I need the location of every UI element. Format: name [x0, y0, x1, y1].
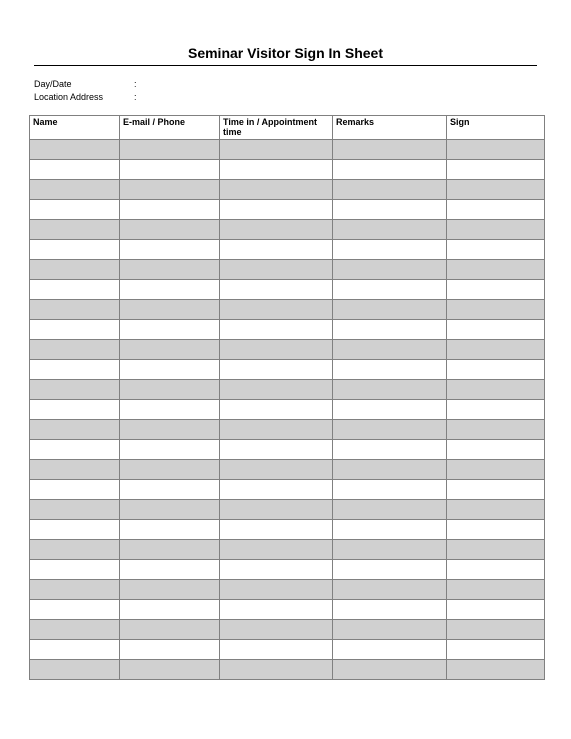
cell-sign[interactable]	[447, 620, 545, 640]
cell-sign[interactable]	[447, 440, 545, 460]
cell-name[interactable]	[30, 640, 120, 660]
cell-time-in[interactable]	[220, 580, 333, 600]
cell-email-phone[interactable]	[120, 280, 220, 300]
cell-time-in[interactable]	[220, 560, 333, 580]
cell-email-phone[interactable]	[120, 140, 220, 160]
cell-time-in[interactable]	[220, 240, 333, 260]
cell-remarks[interactable]	[333, 400, 447, 420]
cell-remarks[interactable]	[333, 440, 447, 460]
cell-email-phone[interactable]	[120, 580, 220, 600]
cell-remarks[interactable]	[333, 540, 447, 560]
cell-sign[interactable]	[447, 360, 545, 380]
cell-time-in[interactable]	[220, 540, 333, 560]
cell-sign[interactable]	[447, 200, 545, 220]
table-row	[30, 300, 545, 320]
cell-name[interactable]	[30, 600, 120, 620]
table-row	[30, 280, 545, 300]
cell-time-in[interactable]	[220, 420, 333, 440]
cell-name[interactable]	[30, 320, 120, 340]
cell-email-phone[interactable]	[120, 320, 220, 340]
column-header-email-phone: E-mail / Phone	[120, 116, 220, 140]
cell-email-phone[interactable]	[120, 340, 220, 360]
cell-time-in[interactable]	[220, 180, 333, 200]
cell-sign[interactable]	[447, 540, 545, 560]
cell-remarks[interactable]	[333, 360, 447, 380]
cell-email-phone[interactable]	[120, 300, 220, 320]
location-address-separator: :	[134, 92, 137, 102]
cell-sign[interactable]	[447, 280, 545, 300]
cell-name[interactable]	[30, 420, 120, 440]
cell-email-phone[interactable]	[120, 440, 220, 460]
cell-remarks[interactable]	[333, 240, 447, 260]
cell-sign[interactable]	[447, 500, 545, 520]
column-header-sign: Sign	[447, 116, 545, 140]
cell-name[interactable]	[30, 560, 120, 580]
table-row	[30, 420, 545, 440]
cell-name[interactable]	[30, 240, 120, 260]
day-date-label: Day/Date	[34, 79, 72, 89]
cell-remarks[interactable]	[333, 280, 447, 300]
cell-name[interactable]	[30, 160, 120, 180]
table-row	[30, 160, 545, 180]
cell-name[interactable]	[30, 140, 120, 160]
table-row	[30, 560, 545, 580]
cell-email-phone[interactable]	[120, 480, 220, 500]
cell-time-in[interactable]	[220, 320, 333, 340]
cell-time-in[interactable]	[220, 200, 333, 220]
cell-email-phone[interactable]	[120, 620, 220, 640]
cell-name[interactable]	[30, 220, 120, 240]
cell-remarks[interactable]	[333, 340, 447, 360]
cell-time-in[interactable]	[220, 220, 333, 240]
cell-sign[interactable]	[447, 180, 545, 200]
sign-in-table	[29, 115, 545, 680]
cell-email-phone[interactable]	[120, 420, 220, 440]
location-address-label: Location Address	[34, 92, 104, 102]
cell-time-in[interactable]	[220, 260, 333, 280]
title-divider	[34, 65, 537, 66]
table-row	[30, 400, 545, 420]
table-row	[30, 380, 545, 400]
table-row	[30, 260, 545, 280]
cell-remarks[interactable]	[333, 600, 447, 620]
cell-sign[interactable]	[447, 580, 545, 600]
cell-time-in[interactable]	[220, 160, 333, 180]
cell-email-phone[interactable]	[120, 520, 220, 540]
cell-email-phone[interactable]	[120, 360, 220, 380]
cell-time-in[interactable]	[220, 520, 333, 540]
table-body	[30, 140, 545, 680]
cell-sign[interactable]	[447, 220, 545, 240]
cell-email-phone[interactable]	[120, 200, 220, 220]
table-row	[30, 580, 545, 600]
cell-sign[interactable]	[447, 560, 545, 580]
cell-sign[interactable]	[447, 140, 545, 160]
cell-sign[interactable]	[447, 600, 545, 620]
table-row	[30, 180, 545, 200]
cell-name[interactable]	[30, 660, 120, 680]
cell-email-phone[interactable]	[120, 260, 220, 280]
cell-time-in[interactable]	[220, 340, 333, 360]
cell-time-in[interactable]	[220, 280, 333, 300]
cell-email-phone[interactable]	[120, 600, 220, 620]
table-row	[30, 480, 545, 500]
cell-name[interactable]	[30, 280, 120, 300]
cell-name[interactable]	[30, 620, 120, 640]
cell-remarks[interactable]	[333, 200, 447, 220]
table-row	[30, 620, 545, 640]
table-header-row	[30, 116, 545, 140]
location-address-field	[34, 91, 137, 103]
cell-sign[interactable]	[447, 460, 545, 480]
table-row	[30, 140, 545, 160]
day-date-field	[34, 78, 137, 90]
cell-email-phone[interactable]	[120, 460, 220, 480]
cell-name[interactable]	[30, 480, 120, 500]
cell-name[interactable]	[30, 340, 120, 360]
cell-name[interactable]	[30, 200, 120, 220]
cell-time-in[interactable]	[220, 440, 333, 460]
cell-remarks[interactable]	[333, 480, 447, 500]
cell-sign[interactable]	[447, 420, 545, 440]
cell-sign[interactable]	[447, 160, 545, 180]
cell-email-phone[interactable]	[120, 180, 220, 200]
cell-name[interactable]	[30, 500, 120, 520]
column-header-remarks: Remarks	[333, 116, 447, 140]
cell-sign[interactable]	[447, 660, 545, 680]
table-row	[30, 220, 545, 240]
cell-email-phone[interactable]	[120, 220, 220, 240]
cell-email-phone[interactable]	[120, 240, 220, 260]
cell-remarks[interactable]	[333, 380, 447, 400]
table-row	[30, 440, 545, 460]
column-header-time-in: Time in / Appointment time	[220, 116, 333, 140]
table-row	[30, 360, 545, 380]
cell-name[interactable]	[30, 300, 120, 320]
table-row	[30, 640, 545, 660]
cell-email-phone[interactable]	[120, 160, 220, 180]
cell-remarks[interactable]	[333, 320, 447, 340]
cell-sign[interactable]	[447, 480, 545, 500]
table-row	[30, 200, 545, 220]
cell-sign[interactable]	[447, 640, 545, 660]
cell-time-in[interactable]	[220, 400, 333, 420]
table-row	[30, 340, 545, 360]
table-row	[30, 600, 545, 620]
cell-email-phone[interactable]	[120, 400, 220, 420]
cell-time-in[interactable]	[220, 460, 333, 480]
cell-time-in[interactable]	[220, 360, 333, 380]
cell-time-in[interactable]	[220, 620, 333, 640]
cell-sign[interactable]	[447, 260, 545, 280]
cell-email-phone[interactable]	[120, 380, 220, 400]
cell-remarks[interactable]	[333, 560, 447, 580]
cell-remarks[interactable]	[333, 500, 447, 520]
cell-email-phone[interactable]	[120, 540, 220, 560]
cell-email-phone[interactable]	[120, 640, 220, 660]
cell-name[interactable]	[30, 540, 120, 560]
cell-name[interactable]	[30, 460, 120, 480]
day-date-separator: :	[134, 79, 137, 89]
cell-sign[interactable]	[447, 400, 545, 420]
cell-remarks[interactable]	[333, 520, 447, 540]
table-row	[30, 460, 545, 480]
column-header-name: Name	[30, 116, 120, 140]
table-row	[30, 500, 545, 520]
cell-time-in[interactable]	[220, 380, 333, 400]
cell-time-in[interactable]	[220, 500, 333, 520]
cell-time-in[interactable]	[220, 660, 333, 680]
cell-email-phone[interactable]	[120, 660, 220, 680]
cell-sign[interactable]	[447, 300, 545, 320]
table-row	[30, 660, 545, 680]
cell-name[interactable]	[30, 400, 120, 420]
cell-remarks[interactable]	[333, 420, 447, 440]
cell-time-in[interactable]	[220, 140, 333, 160]
cell-email-phone[interactable]	[120, 560, 220, 580]
cell-remarks[interactable]	[333, 460, 447, 480]
cell-time-in[interactable]	[220, 600, 333, 620]
cell-remarks[interactable]	[333, 640, 447, 660]
cell-remarks[interactable]	[333, 160, 447, 180]
cell-sign[interactable]	[447, 320, 545, 340]
cell-time-in[interactable]	[220, 640, 333, 660]
table-row	[30, 240, 545, 260]
cell-name[interactable]	[30, 180, 120, 200]
cell-remarks[interactable]	[333, 260, 447, 280]
cell-name[interactable]	[30, 360, 120, 380]
cell-remarks[interactable]	[333, 580, 447, 600]
cell-sign[interactable]	[447, 240, 545, 260]
cell-name[interactable]	[30, 260, 120, 280]
cell-remarks[interactable]	[333, 220, 447, 240]
cell-remarks[interactable]	[333, 660, 447, 680]
cell-name[interactable]	[30, 440, 120, 460]
cell-sign[interactable]	[447, 380, 545, 400]
table-row	[30, 320, 545, 340]
cell-time-in[interactable]	[220, 480, 333, 500]
cell-name[interactable]	[30, 520, 120, 540]
cell-name[interactable]	[30, 580, 120, 600]
cell-time-in[interactable]	[220, 300, 333, 320]
cell-sign[interactable]	[447, 340, 545, 360]
cell-email-phone[interactable]	[120, 500, 220, 520]
cell-remarks[interactable]	[333, 300, 447, 320]
cell-remarks[interactable]	[333, 180, 447, 200]
cell-name[interactable]	[30, 380, 120, 400]
cell-sign[interactable]	[447, 520, 545, 540]
table-row	[30, 520, 545, 540]
table-row	[30, 540, 545, 560]
cell-remarks[interactable]	[333, 140, 447, 160]
page-title: Seminar Visitor Sign In Sheet	[187, 45, 383, 61]
cell-remarks[interactable]	[333, 620, 447, 640]
